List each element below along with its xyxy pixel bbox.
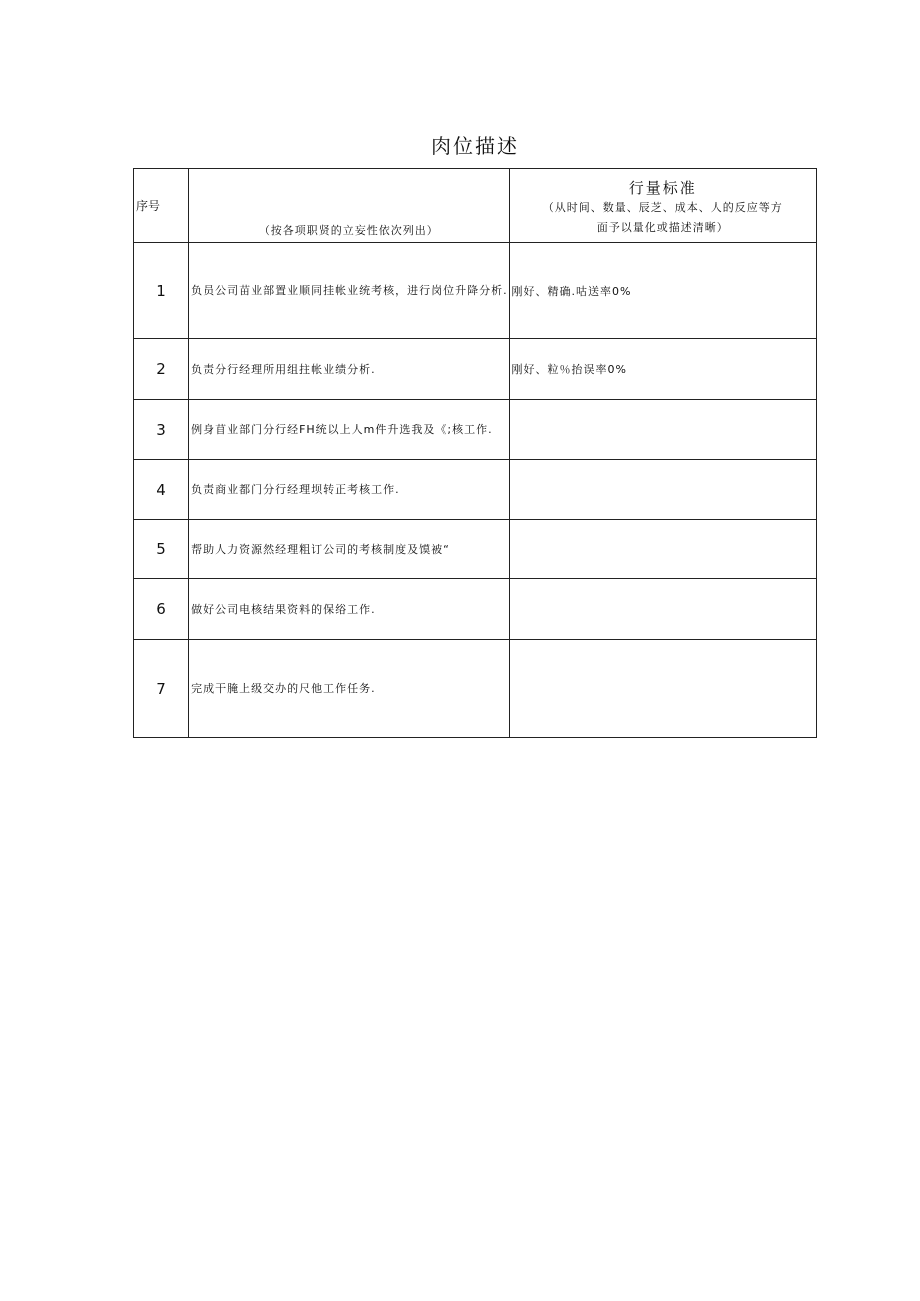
row-standard (509, 400, 816, 460)
row-num: 4 (134, 460, 189, 520)
row-duty: 完成干腌上级交办的尺他工作任务. (189, 640, 509, 738)
header-standard-note-2: 面予以量化或描述清晰） (596, 221, 729, 234)
row-num: 7 (134, 640, 189, 738)
header-standard (509, 169, 816, 243)
table-row (134, 243, 817, 339)
row-num: 6 (134, 579, 189, 640)
row-duty: 帮助人力资源然经理粗订公司的考核制度及馍被“ (189, 520, 509, 579)
row-duty: 负员公司苗业部置业顺同挂帐业统考核，进行岗位升降分析. (189, 243, 509, 339)
row-standard (509, 640, 816, 738)
table-row (134, 460, 817, 520)
table-row (134, 339, 817, 400)
row-standard (509, 460, 816, 520)
row-standard (509, 520, 816, 579)
table-header-row (134, 169, 817, 243)
row-standard: 刚好、精确.咕送率0% (509, 243, 816, 339)
row-duty: 做好公司电核结果资料的保绤工作. (189, 579, 509, 640)
row-duty: 负责分行经理所用组拄帐业绩分析. (189, 339, 509, 400)
table-row (134, 640, 817, 738)
row-standard: 刚好、粒％抬误率0% (509, 339, 816, 400)
row-duty: 负责商业都门分行经理坝转正考核工作. (189, 460, 509, 520)
table-row (134, 400, 817, 460)
row-num: 3 (134, 400, 189, 460)
header-num: 序号 (134, 169, 189, 243)
duty-table (133, 168, 817, 738)
header-duty-note: （按各项职贤的立妄性依次列出） (189, 169, 509, 243)
row-num: 1 (134, 243, 189, 339)
table-row (134, 579, 817, 640)
row-num: 2 (134, 339, 189, 400)
header-standard-note-1: （从时间、数量、辰芝、成本、人的反应等方 (542, 201, 783, 214)
row-duty: 例身苜业部门分行经FH统以上人m件升选我及《;核工作. (189, 400, 509, 460)
row-num: 5 (134, 520, 189, 579)
page-title: 肉位描述 (431, 134, 519, 158)
row-standard (509, 579, 816, 640)
header-standard-title: 行量标准 (628, 179, 697, 197)
table-row (134, 520, 817, 579)
